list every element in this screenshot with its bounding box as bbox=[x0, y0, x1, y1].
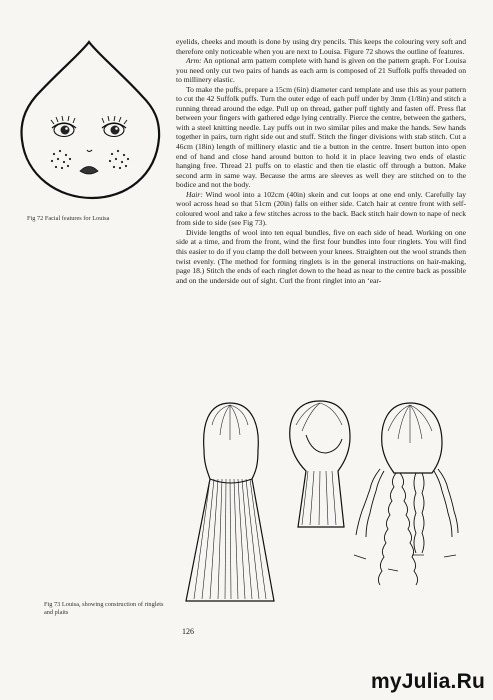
body-text bbox=[176, 37, 466, 285]
paragraph-eyelids: eyelids, cheeks and mouth is done by using dry pencils. This keeps the colouring very soft and therefore only noticeable when you are next to Louisa. Figure 72 shows the outline of features. bbox=[176, 37, 466, 56]
paragraph-ringlets: Divide lengths of wool into ten equal bundles, five on each side of head. Working on one side at a time, and from the front, wind the first four bundles into four ringlets. You will find this easier to do if you clamp the doll between your knees. Straighten out the wool strands then twist evenly. (The method for forming ringlets is in the general instructions on hair-making, page 18.) Stitch the ends of each ringlet down to the head as near to the centre back as possible and on the underside out of sight. Curl the front ringlet into an ‘ear- bbox=[176, 227, 466, 285]
arm-label: Arm: bbox=[186, 56, 202, 66]
paragraph-puffs: To make the puffs, prepare a 15cm (6in) diameter card template and use this as your pattern to cut the 42 Suffolk puffs. Turn the outer edge of each puff under by 3mm (1/8in) and stitch a running thread around the edge. Pull up on thread, gather puff tightly and fasten off. Press flat between your fingers with gathered edge lying centrally. Pierce the centre, between the gathers, with a steel knitting needle. Lay puffs out in two similar piles and make the hands. Sew hands together in pairs, turn right side out and stuff. Stitch the finger divisions with stab stitch. Cut a 46cm (18in) length of millinery elastic and tie a button in the centre. Insert button into open end of hand and close hand around button to hold it in place leaving two ends of elastic hanging free. Thread 21 puffs on to elastic and then tie elastic off through a button. Make second arm in same way. Because the arms are sleeves as well they are stitched on to the bodice and not the body. bbox=[176, 84, 466, 190]
hair-front-illustration bbox=[180, 395, 280, 605]
watermark: myJulia.Ru bbox=[370, 670, 485, 693]
hair-ringlets-illustration bbox=[352, 395, 462, 595]
hair-side-illustration bbox=[282, 395, 357, 535]
arm-text: An optional arm pattern complete with hand is given on the pattern graph. For Louisa you need only cut two pairs of hands as each arm is composed of 21 Suffolk puffs threaded on to millinery elastic. bbox=[176, 56, 466, 85]
paragraph-arm bbox=[176, 56, 466, 85]
hair-label: Hair: bbox=[186, 189, 203, 199]
page-number: 126 bbox=[182, 627, 194, 636]
hair-text: Wind wool into a 102cm (40in) skein and cut loops at one end only. Carefully lay wool across head so that 51cm (20in) falls on either side. Catch hair at centre front with self-coloured wool and take a few stitches across to the back. Back stitch hair down to nape of neck from side to side (see Fig 73). bbox=[176, 189, 466, 228]
paragraph-hair bbox=[176, 190, 466, 228]
figure-73-caption: Fig 73 Louisa, showing construction of ringlets and plaits bbox=[44, 601, 164, 616]
figure-72-caption: Fig 72 Facial features for Louisa bbox=[27, 215, 110, 222]
face-illustration bbox=[14, 38, 164, 208]
